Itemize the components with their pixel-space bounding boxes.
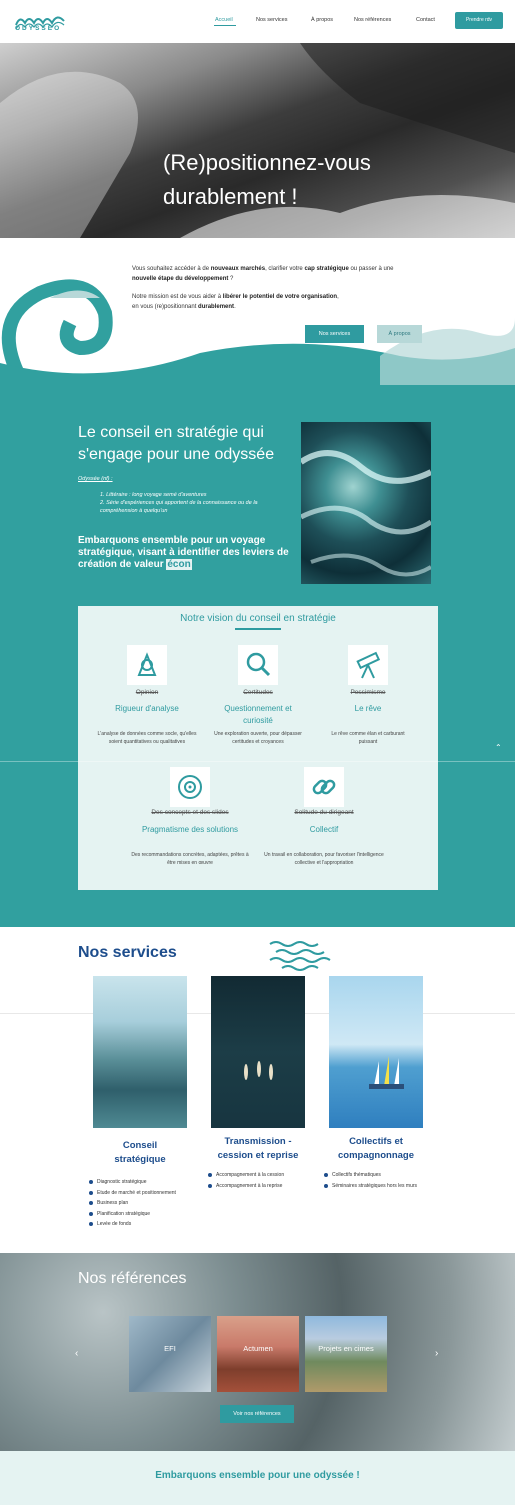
definition-list xyxy=(100,491,295,515)
reference-card-projets-en-cimes[interactable] xyxy=(305,1316,387,1392)
intro-text: , xyxy=(337,294,339,300)
intro-bold-text: nouvelle étape du développement xyxy=(132,276,229,282)
vision-desc-reve: Le rêve comme élan et carburant puissant xyxy=(331,731,405,745)
magnifier-icon xyxy=(238,645,278,685)
services-title: Nos services xyxy=(78,944,177,961)
nav-contact[interactable]: Contact xyxy=(416,17,435,23)
list-item: Accompagnement à la reprise xyxy=(208,1181,318,1192)
intro-bold-text: libérer le potentiel de votre organisation xyxy=(222,294,338,300)
service-list-transmission xyxy=(208,1170,318,1191)
hero-title xyxy=(163,146,371,214)
reference-label: Actumen xyxy=(243,1344,273,1353)
reference-label: EFI xyxy=(164,1344,176,1353)
conseil-subtitle-text: Embarquons ensemble pour un voyage stratégique, visant à identifier des leviers de création de valeur xyxy=(78,535,289,570)
sailboats-photo xyxy=(329,976,423,1128)
list-item: Diagnostic stratégique xyxy=(89,1177,199,1188)
definition-label: Odyssée (nf) : xyxy=(78,476,113,482)
list-item: Planification stratégique xyxy=(89,1209,199,1220)
vision-strike-solitude: Solitude du dirigeant xyxy=(294,809,354,816)
intro-text: Vous souhaitez accéder à de xyxy=(132,266,211,272)
vision-desc-questionnement: Une exploration ouverte, pour dépasser certitudes et croyances xyxy=(214,731,302,745)
service-title-line: Collectifs et xyxy=(349,1136,403,1147)
list-item: Etude de marché et positionnement xyxy=(89,1188,199,1199)
list-item: Levée de fonds xyxy=(89,1219,199,1230)
definition-item: 2. Série d'expériences qui apportent de la connaissance ou de la compréhension à quelqu'un xyxy=(100,500,258,514)
target-icon xyxy=(170,767,210,807)
vision-head-questionnement: Questionnement et curiosité xyxy=(224,704,292,725)
reference-label: Projets en cimes xyxy=(318,1344,374,1353)
definition-text: Série d'expériences qui apportent de la connaissance ou de la compréhension à quelqu'un xyxy=(100,500,258,514)
sea-foam-image xyxy=(301,422,431,584)
kayaks-photo xyxy=(211,976,305,1128)
intro-text: en vous (re)positionnant xyxy=(132,304,199,310)
vision-strike-concepts: Des concepts et des slides xyxy=(151,809,229,816)
service-list-conseil xyxy=(89,1177,199,1230)
service-title-conseil xyxy=(93,1139,187,1167)
reference-card-actumen[interactable] xyxy=(217,1316,299,1392)
section-divider xyxy=(0,761,515,762)
intro-bold-text: nouveaux marchés xyxy=(210,266,266,272)
sextant-icon xyxy=(127,645,167,685)
about-button[interactable]: À propos xyxy=(377,325,422,343)
list-item: Séminaires stratégiques hors les murs xyxy=(324,1181,424,1192)
intro-text: , clarifier votre xyxy=(265,266,305,272)
hero-title-line2: durablement ! xyxy=(163,184,298,209)
nav-a-propos[interactable]: À propos xyxy=(311,17,334,23)
vision-head-collectif: Collectif xyxy=(309,825,339,834)
intro-bold-text: durablement xyxy=(198,304,235,310)
waves-decoration-icon xyxy=(268,938,334,978)
list-item: Accompagnement à la cession xyxy=(208,1170,318,1181)
vision-desc-pragmatisme: Des recommandations concrètes, adaptées, prêtes à être mises en œuvre xyxy=(131,852,249,866)
vision-desc-rigueur: L'analyse de données comme socle, qu'elles soient quantitatives ou qualitatives xyxy=(97,731,197,745)
link-icon xyxy=(304,767,344,807)
intro-bold-text: cap stratégique xyxy=(304,266,349,272)
footer-cta-text: Embarquons ensemble pour une odyssée ! xyxy=(155,1470,360,1481)
vision-head-reve: Le rêve xyxy=(354,704,382,713)
intro-text: ou passer à une xyxy=(348,266,394,272)
vision-head-pragmatisme: Pragmatisme des solutions xyxy=(141,825,239,834)
services-button[interactable]: Nos services xyxy=(305,325,364,343)
reference-card-efi[interactable] xyxy=(129,1316,211,1392)
nav-accueil[interactable]: Accueil xyxy=(215,17,233,23)
references-title: Nos références xyxy=(78,1270,187,1287)
vision-strike-opinion: Opinion xyxy=(135,689,159,696)
vision-title: Notre vision du conseil en stratégie xyxy=(180,613,336,624)
carousel-prev-icon[interactable]: ‹ xyxy=(75,1348,79,1359)
hero-banner xyxy=(0,43,515,238)
wave-photo xyxy=(93,976,187,1128)
nav-active-underline xyxy=(214,25,236,26)
service-title-transmission xyxy=(205,1135,311,1163)
service-title-collectifs xyxy=(323,1135,429,1163)
logo-text[interactable]: ODYSSEO xyxy=(15,25,62,32)
service-title-line: cession et reprise xyxy=(217,1150,299,1161)
intro-section xyxy=(0,238,515,385)
service-list-collectifs xyxy=(324,1170,424,1191)
service-title-line: Conseil xyxy=(122,1140,158,1151)
vision-desc-collectif: Un travail en collaboration, pour favoriser l'intelligence collective et l'appropriation xyxy=(264,852,384,866)
carousel-next-icon[interactable]: › xyxy=(435,1348,439,1359)
service-title-line: compagnonnage xyxy=(337,1150,414,1161)
conseil-title: Le conseil en stratégie qui s'engage pour une odyssée xyxy=(78,424,275,463)
conseil-subtitle-highlight: écon xyxy=(167,559,191,570)
intro-text: Notre mission est de vous aider à xyxy=(132,294,223,300)
vision-head-rigueur: Rigueur d'analyse xyxy=(115,704,179,713)
book-appointment-button[interactable]: Prendre rdv xyxy=(455,12,503,29)
telescope-icon xyxy=(348,645,388,685)
definition-item: 1. Littéraire : long voyage semé d'aventures xyxy=(100,492,207,498)
vision-strike-certitudes: Certitudes xyxy=(243,689,273,696)
intro-paragraph-2 xyxy=(132,292,339,312)
service-title-line: Transmission - xyxy=(224,1136,292,1147)
site-header xyxy=(0,0,515,43)
service-title-line: stratégique xyxy=(114,1154,166,1165)
scroll-up-icon[interactable]: ⌃ xyxy=(495,743,502,752)
intro-text: ? xyxy=(228,276,234,282)
intro-paragraph-1 xyxy=(132,264,394,284)
see-references-button[interactable]: Voir nos références xyxy=(220,1405,294,1423)
list-item: Business plan xyxy=(89,1198,199,1209)
vision-title-underline xyxy=(235,628,281,630)
nav-nos-references[interactable]: Nos références xyxy=(354,17,392,23)
definition-text: Littéraire : long voyage semé d'aventures xyxy=(106,492,207,498)
nav-nos-services[interactable]: Nos services xyxy=(256,17,288,23)
list-item: Collectifs thématiques xyxy=(324,1170,424,1181)
intro-text: . xyxy=(234,304,236,310)
vision-strike-pessimisme: Pessimisme xyxy=(350,689,386,696)
hero-title-line1: (Re)positionnez-vous xyxy=(163,150,371,175)
conseil-subtitle xyxy=(78,535,293,571)
